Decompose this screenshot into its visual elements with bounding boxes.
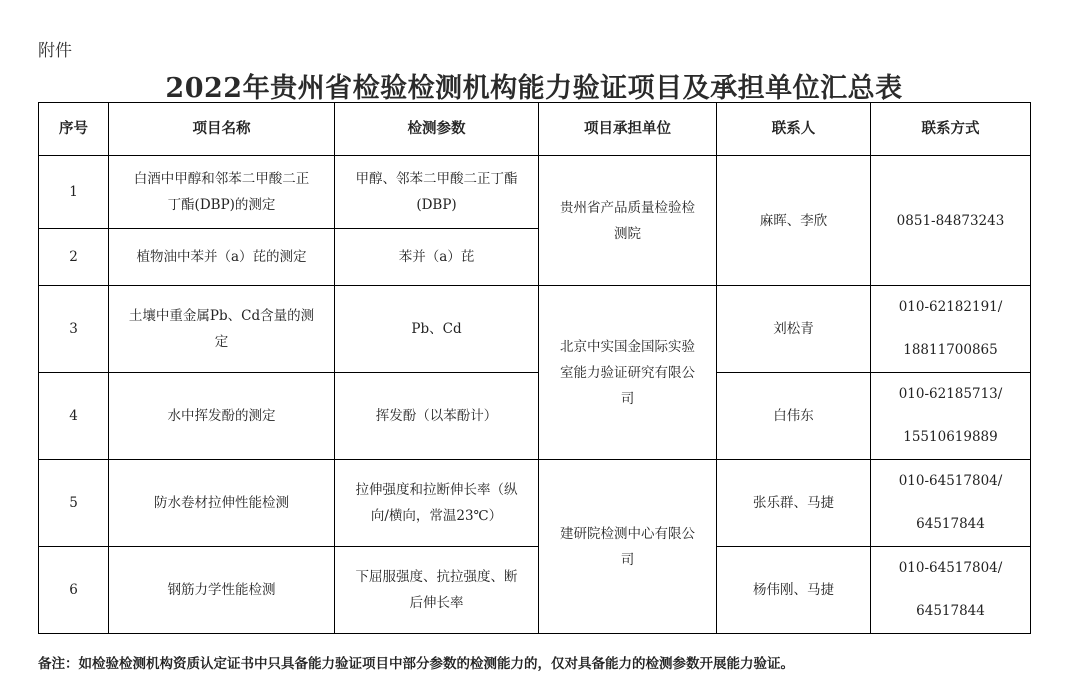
unit-cell <box>539 286 717 460</box>
contact-cell <box>717 460 871 547</box>
params-cell <box>335 286 539 373</box>
table-row <box>39 156 1031 229</box>
project-name-line: 白酒中甲醇和邻苯二甲酸二正 <box>133 171 310 187</box>
phone-line: 0851-84873243 <box>896 212 1005 229</box>
phone-line: 64517844 <box>916 516 985 532</box>
phone-line: 010-62182191/ <box>898 299 1003 315</box>
unit-line: 测院 <box>614 225 641 242</box>
project-name-line: 防水卷材拉伸性能检测 <box>154 495 289 511</box>
header-params: 检测参数 <box>335 103 539 156</box>
project-name-line: 定 <box>214 334 229 350</box>
document-title: 2022年贵州省检验检测机构能力验证项目及承担单位汇总表 <box>165 73 903 104</box>
header-unit: 项目承担单位 <box>539 103 717 156</box>
project-name-cell <box>109 547 335 634</box>
phone-line: 15510619889 <box>903 429 998 445</box>
row-no: 4 <box>39 373 109 460</box>
row-no: 1 <box>39 156 109 229</box>
header-name: 项目名称 <box>109 103 335 156</box>
contact-line: 白伟东 <box>773 408 814 424</box>
project-name-line: 植物油中苯并（a）芘的测定 <box>136 249 307 265</box>
attachment-label: 附件 <box>38 41 72 61</box>
params-line: 后伸长率 <box>409 595 464 611</box>
phone-cell <box>871 156 1031 286</box>
contact-cell <box>717 547 871 634</box>
table-row <box>39 286 1031 373</box>
table-row <box>39 547 1031 634</box>
unit-line: 室能力验证研究有限公 <box>560 364 695 381</box>
params-cell <box>335 156 539 229</box>
phone-cell <box>871 286 1031 373</box>
row-no: 2 <box>39 229 109 286</box>
params-line: (DBP) <box>416 197 457 213</box>
table-row <box>39 460 1031 547</box>
contact-line: 麻晖、李欣 <box>759 212 828 229</box>
table-row <box>39 373 1031 460</box>
phone-line: 64517844 <box>916 603 985 619</box>
project-name-cell <box>109 373 335 460</box>
footnote: 备注：如检验检测机构资质认定证书中只具备能力验证项目中部分参数的检测能力的，仅对具备能力的检测参数开展能力验证。 <box>38 656 794 672</box>
params-cell <box>335 373 539 460</box>
unit-line: 贵州省产品质量检验检 <box>560 199 695 216</box>
project-name-cell <box>109 229 335 286</box>
params-cell <box>335 229 539 286</box>
params-line: Pb、Cd <box>411 321 462 337</box>
phone-cell <box>871 547 1031 634</box>
params-cell <box>335 547 539 634</box>
params-line: 挥发酚（以苯酚计） <box>375 408 498 424</box>
project-name-cell <box>109 460 335 547</box>
unit-line: 司 <box>620 551 635 568</box>
project-name-line: 钢筋力学性能检测 <box>167 582 276 598</box>
params-line: 向/横向，常温23℃） <box>370 508 503 524</box>
project-name-line: 丁酯(DBP)的测定 <box>167 197 276 213</box>
unit-line: 建研院检测中心有限公 <box>560 525 695 542</box>
contact-cell <box>717 373 871 460</box>
unit-cell <box>539 460 717 634</box>
row-no: 3 <box>39 286 109 373</box>
header-no: 序号 <box>39 103 109 156</box>
row-no: 6 <box>39 547 109 634</box>
project-name-cell <box>109 286 335 373</box>
phone-line: 010-62185713/ <box>898 386 1003 402</box>
params-line: 甲醇、邻苯二甲酸二正丁酯 <box>355 171 518 187</box>
unit-cell <box>539 156 717 286</box>
unit-line: 北京中实国金国际实验 <box>560 338 695 355</box>
contact-cell <box>717 286 871 373</box>
params-line: 下屈服强度、抗拉强度、断 <box>355 569 518 585</box>
header-phone: 联系方式 <box>871 103 1031 156</box>
params-line: 拉伸强度和拉断伸长率（纵 <box>355 482 518 498</box>
unit-line: 司 <box>620 390 635 407</box>
contact-line: 刘松青 <box>773 321 814 337</box>
contact-line: 杨伟刚、马捷 <box>753 582 834 598</box>
contact-line: 张乐群、马捷 <box>753 495 834 511</box>
project-name-line: 土壤中重金属Pb、Cd含量的测 <box>128 308 315 324</box>
phone-line: 010-64517804/ <box>898 473 1003 489</box>
phone-line: 010-64517804/ <box>898 560 1003 576</box>
project-name-line: 水中挥发酚的测定 <box>167 408 276 424</box>
phone-cell <box>871 460 1031 547</box>
params-line: 苯并（a）芘 <box>398 249 475 265</box>
params-cell <box>335 460 539 547</box>
phone-line: 18811700865 <box>903 342 998 358</box>
header-contact: 联系人 <box>717 103 871 156</box>
phone-cell <box>871 373 1031 460</box>
contact-cell <box>717 156 871 286</box>
row-no: 5 <box>39 460 109 547</box>
summary-table <box>38 102 1031 634</box>
table-header-row <box>39 103 1031 156</box>
project-name-cell <box>109 156 335 229</box>
